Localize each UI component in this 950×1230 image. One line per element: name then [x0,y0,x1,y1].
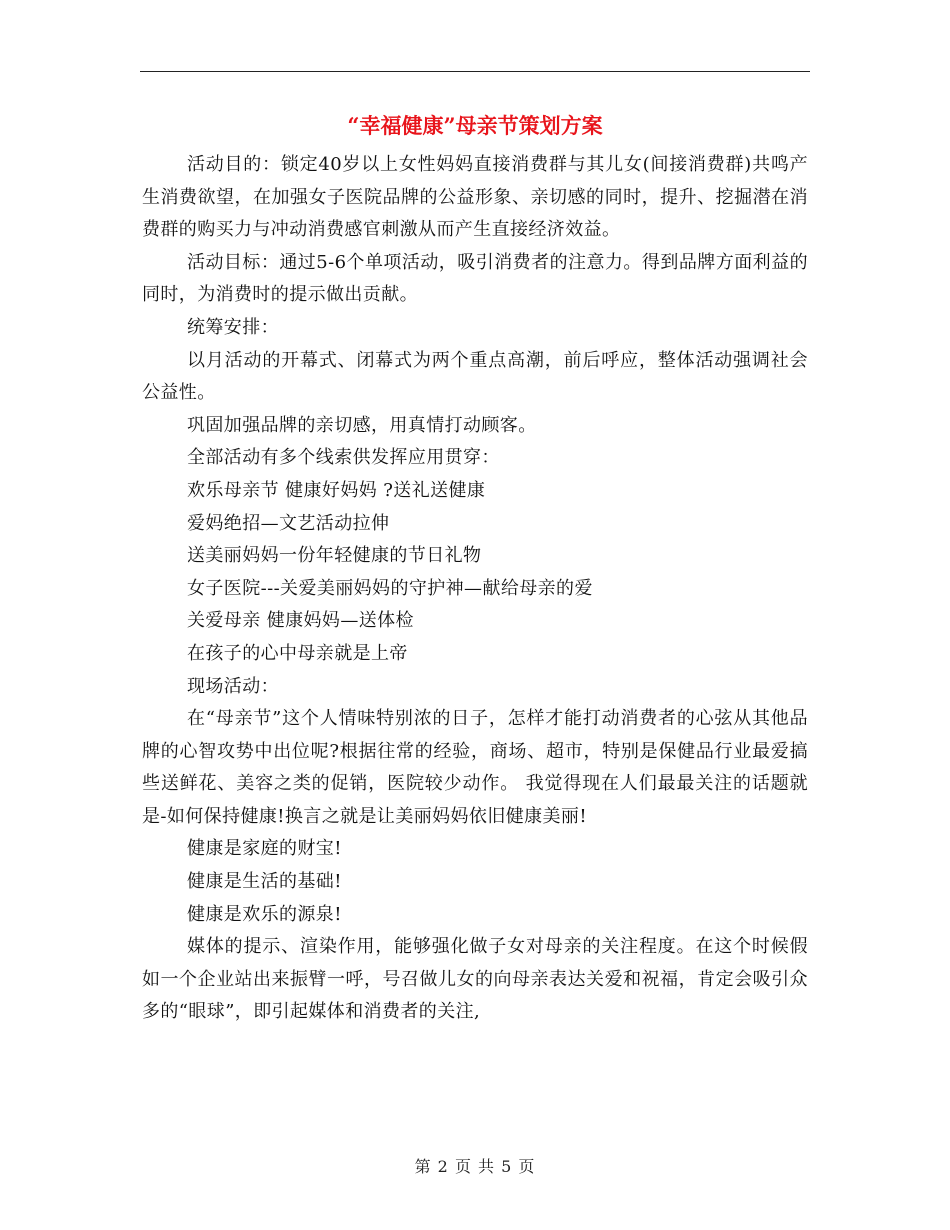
paragraph: 活动目的：锁定40岁以上女性妈妈直接消费群与其儿女(间接消费群)共鸣产生消费欲望，在加强女子医院品牌的公益形象、亲切感的同时，提升、挖掘潜在消费群的购买力与冲动消费感官刺激从而产生直接经济效益。 [142,154,808,241]
header-rule [140,71,810,72]
paragraph: 巩固加强品牌的亲切感，用真情打动顾客。 [187,414,537,436]
paragraph: 关爱母亲 健康妈妈—送体检 [187,610,414,632]
paragraph: 健康是生活的基础! [187,871,342,893]
document-body [142,149,808,1029]
paragraph: 在孩子的心中母亲就是上帝 [187,642,408,664]
paragraph: 爱妈绝招—文艺活动拉伸 [187,512,390,534]
page-number: 第 2 页 共 5 页 [414,1157,536,1176]
paragraph: 以月活动的开幕式、闭幕式为两个重点高潮，前后呼应，整体活动强调社会公益性。 [142,349,808,404]
paragraph: 统筹安排： [187,316,279,338]
paragraph: 媒体的提示、渲染作用，能够强化做子女对母亲的关注程度。在这个时候假如一个企业站出来振臂一呼，号召做儿女的向母亲表达关爱和祝福，肯定会吸引众多的“眼球”，即引起媒体和消费者的关注, [142,936,808,1023]
paragraph: 现场活动： [187,675,279,697]
paragraph: 送美丽妈妈一份年轻健康的节日礼物 [187,545,482,567]
paragraph: 欢乐母亲节 健康好妈妈 ?送礼送健康 [187,479,486,501]
paragraph: 活动目标：通过5-6个单项活动，吸引消费者的注意力。得到品牌方面利益的同时，为消费时的提示做出贡献。 [142,251,808,306]
paragraph: 健康是欢乐的源泉! [187,903,342,925]
paragraph: 全部活动有多个线索供发挥应用贯穿： [187,447,500,469]
paragraph: 在“母亲节”这个人情味特别浓的日子，怎样才能打动消费者的心弦从其他品牌的心智攻势中出位呢?根据往常的经验，商场、超市，特别是保健品行业最爱搞些送鲜花、美容之类的促销，医院较少动作。 我觉得现在人们最最关注的话题就是-如何保持健康!换言之就是让美丽妈妈依旧健康美丽! [142,708,808,827]
paragraph: 女子医院---关爱美丽妈妈的守护神—献给母亲的爱 [187,577,593,599]
document-title: “幸福健康”母亲节策划方案 [347,113,603,138]
paragraph: 健康是家庭的财宝! [187,838,342,860]
